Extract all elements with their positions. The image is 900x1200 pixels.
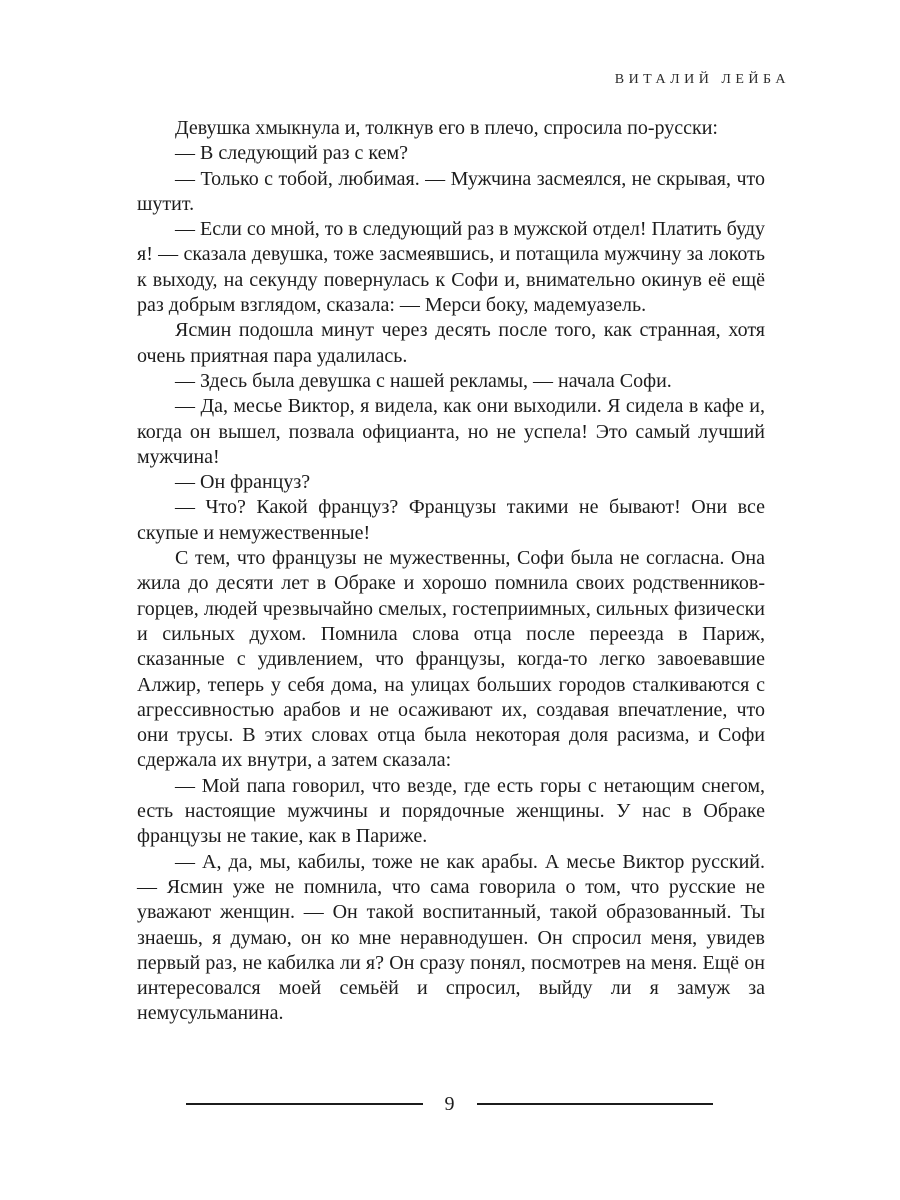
page-number: 9 [444,1093,455,1115]
page-text [137,116,765,1027]
paragraph: С тем, что французы не мужественны, Софи была не согласна. Она жила до десяти лет в Обраке и хорошо помнила своих родственников-горцев, людей чрезвычайно смелых, гостеприимных, сильных физически и сильных духом. Помнила слова отца после переезда в Париж, сказанные с удивлением, что французы, когда-то легко завоевавшие Алжир, теперь у себя дома, на улицах больших городов сталкиваются с агрессивностью арабов и не осаживают их, создавая впечатление, что они трусы. В этих словах отца была некоторая доля расизма, и Софи сдержала их внутри, а затем сказала: [137,547,765,772]
paragraph: — Что? Какой француз? Французы такими не бывают! Они все скупые и немужественные! [137,496,765,544]
paragraph: — Он француз? [175,471,311,494]
paragraph: — Только с тобой, любимая. — Мужчина засмеялся, не скрывая, что шутит. [137,167,765,215]
page-footer [186,1094,713,1114]
paragraph: — Да, месье Виктор, я видела, как они выходили. Я сидела в кафе и, когда он вышел, позвала официанта, но не успела! Это самый лучший мужчина! [137,395,765,468]
running-header-author: ВИТАЛИЙ ЛЕЙБА [614,72,790,87]
footer-rule-right [477,1103,714,1105]
paragraph: — Если со мной, то в следующий раз в мужской отдел! Платить буду я! — сказала девушка, тоже засмеявшись, и потащила мужчину за локоть к выходу, на секунду повернулась к Софи и, внимательно окинув её ещё раз добрым взглядом, сказала: — Мерси боку, мадемуазель. [137,218,765,317]
paragraph: — Здесь была девушка с нашей рекламы, — начала Софи. [175,369,672,392]
paragraph: — В следующий раз с кем? [175,142,409,165]
paragraph: — Мой папа говорил, что везде, где есть горы с нетающим снегом, есть настоящие мужчины и порядочные женщины. У нас в Обраке французы не такие, как в Париже. [137,774,765,848]
paragraph: Ясмин подошла минут через десять после того, как странная, хотя очень приятная пара удалилась. [137,319,765,367]
paragraph: Девушка хмыкнула и, толкнув его в плечо, спросила по-русски: [175,117,718,139]
paragraph: — А, да, мы, кабилы, тоже не как арабы. А месье Виктор русский. — Ясмин уже не помнила, что сама говорила о том, что русские не уважают женщин. — Он такой воспитанный, такой образованный. Ты знаешь, я думаю, он ко мне неравнодушен. Он спросил меня, увидев первый раз, не кабилка ли я? Он сразу понял, посмотрев на меня. Ещё он интересовался моей семьёй и спросил, выйду ли я замуж за немусульманина. [137,850,765,1025]
footer-rule-left [186,1103,423,1105]
